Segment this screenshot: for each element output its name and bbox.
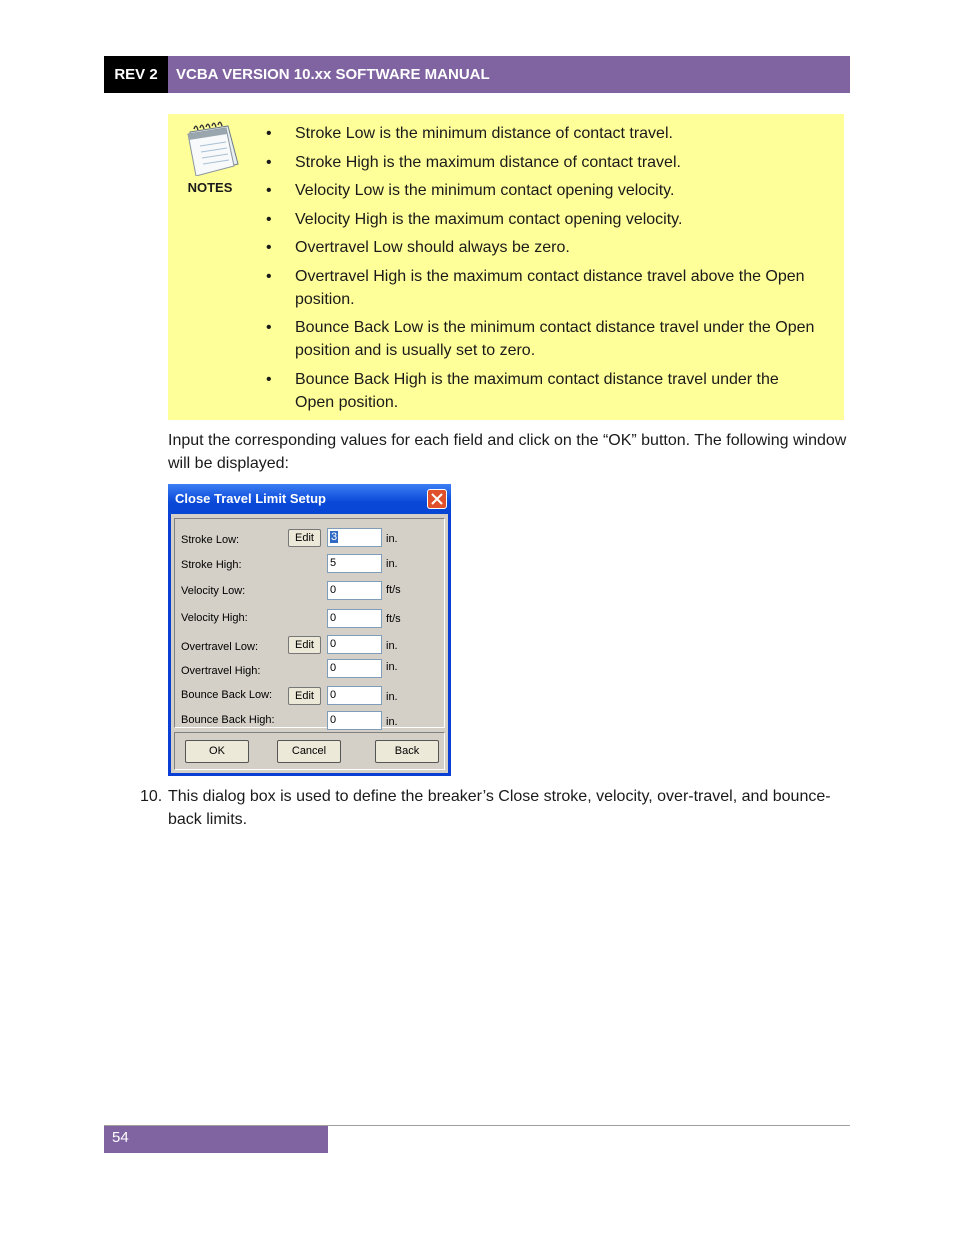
bounce-back-low-unit: in. [386, 691, 398, 703]
fields-panel [174, 518, 445, 728]
stroke-high-label: Stroke High: [181, 559, 242, 571]
velocity-low-input[interactable]: 0 [327, 581, 382, 600]
cancel-button[interactable]: Cancel [277, 740, 341, 763]
bounce-back-high-label: Bounce Back High: [181, 714, 275, 726]
velocity-low-unit: ft/s [386, 584, 401, 596]
close-icon [431, 493, 443, 505]
overtravel-low-input[interactable]: 0 [327, 635, 382, 654]
velocity-high-input[interactable]: 0 [327, 609, 382, 628]
stroke-low-input[interactable]: 3 [327, 528, 382, 547]
revision-label: REV 2 [104, 56, 168, 93]
notes-label: NOTES [187, 180, 233, 195]
velocity-high-label: Velocity High: [181, 612, 248, 624]
list-item: • Stroke High is the maximum distance of contact travel. [266, 153, 681, 171]
bounce-back-low-input[interactable]: 0 [327, 686, 382, 705]
bounce-back-edit-button[interactable]: Edit [288, 687, 321, 705]
bounce-back-high-unit: in. [386, 716, 398, 728]
close-travel-limit-dialog [168, 484, 451, 776]
bounce-back-high-input[interactable]: 0 [327, 711, 382, 730]
notes-box [168, 114, 844, 420]
ok-button[interactable]: OK [185, 740, 249, 763]
overtravel-edit-button[interactable]: Edit [288, 636, 321, 654]
step-text: This dialog box is used to define the breaker’s Close stroke, velocity, over-travel, and bounce-back limits. [168, 788, 831, 828]
velocity-high-unit: ft/s [386, 613, 401, 625]
stroke-edit-button[interactable]: Edit [288, 529, 321, 547]
overtravel-low-unit: in. [386, 640, 398, 652]
overtravel-high-unit: in. [386, 661, 398, 673]
notepad-icon [184, 120, 242, 176]
button-panel [174, 732, 445, 770]
notes-list [262, 122, 822, 419]
velocity-low-label: Velocity Low: [181, 585, 246, 597]
step-number: 10. [140, 788, 163, 805]
overtravel-low-label: Overtravel Low: [181, 641, 259, 653]
overtravel-high-label: Overtravel High: [181, 665, 261, 677]
overtravel-high-input[interactable]: 0 [327, 659, 382, 678]
close-button[interactable] [427, 489, 447, 509]
list-item: • Stroke Low is the minimum distance of contact travel. [266, 125, 673, 142]
stroke-low-unit: in. [386, 533, 398, 545]
dialog-title: Close Travel Limit Setup [168, 484, 451, 514]
list-item: • Bounce Back Low is the minimum contact distance travel under the Open position and is usually set to zero. [266, 319, 815, 359]
stroke-high-input[interactable]: 5 [327, 554, 382, 573]
page-header [104, 56, 850, 93]
bounce-back-low-label: Bounce Back Low: [181, 689, 273, 701]
list-item: • Overtravel High is the maximum contact distance travel above the Open position. [266, 267, 805, 308]
dialog-body [171, 514, 448, 773]
intro-paragraph: Input the corresponding values for each field and click on the “OK” button. The following window will be displayed: [168, 432, 847, 472]
list-item: • Velocity Low is the minimum contact opening velocity. [266, 182, 675, 199]
page-number: 54 [104, 1126, 328, 1153]
back-button[interactable]: Back [375, 740, 439, 763]
list-item: • Overtravel Low should always be zero. [266, 239, 570, 256]
list-item: • Velocity High is the maximum contact opening velocity. [266, 210, 683, 228]
stroke-low-label: Stroke Low: [181, 534, 240, 546]
manual-title: VCBA VERSION 10.xx SOFTWARE MANUAL [168, 56, 850, 93]
list-item: • Bounce Back High is the maximum contact distance travel under the Open position. [266, 370, 779, 411]
stroke-high-unit: in. [386, 558, 398, 570]
